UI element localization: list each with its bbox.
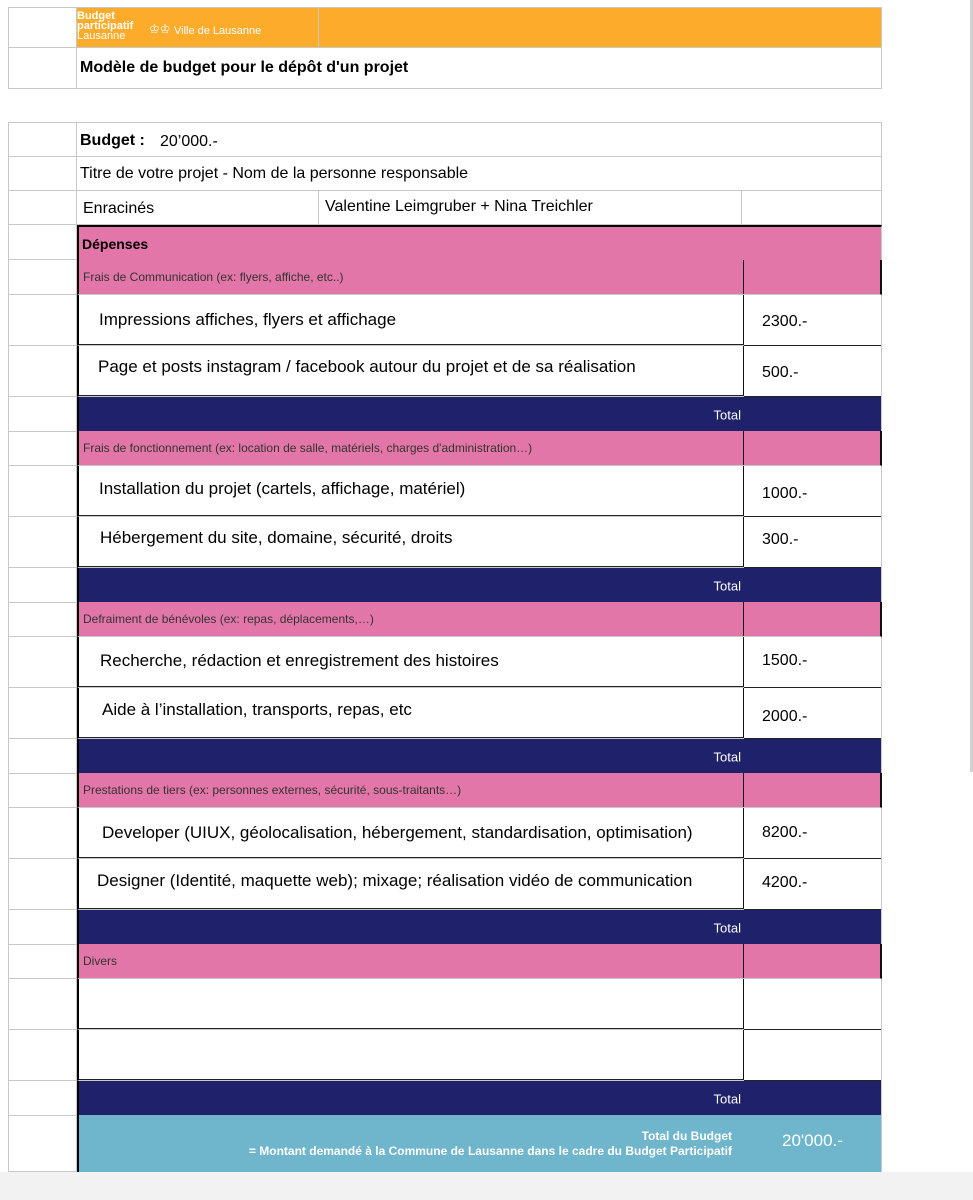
- section-total-amount-cell[interactable]: [744, 739, 881, 774]
- section-header-label: Divers: [83, 954, 118, 968]
- line-item-amount: 300.-: [762, 531, 799, 548]
- section-total-amount-cell[interactable]: [744, 1081, 881, 1116]
- section-header-amount-cell: [744, 773, 880, 807]
- line-item-amount: 2000.-: [762, 708, 808, 725]
- section-header-amount-cell: [744, 431, 880, 465]
- section-total-row: [8, 397, 882, 432]
- budget-row: [8, 122, 882, 157]
- line-item-label: Aide à l’installation, transports, repas, etc: [102, 699, 412, 719]
- section-total-label: Total: [713, 1091, 741, 1106]
- line-item-amount-cell[interactable]: [744, 808, 881, 859]
- line-item-label: Installation du projet (cartels, affichage, matériel): [99, 478, 466, 498]
- line-item-label-cell[interactable]: [79, 466, 744, 516]
- line-item-label-cell[interactable]: [79, 295, 744, 345]
- row-index-cell: [8, 979, 77, 1030]
- line-item-amount: 2300.-: [762, 313, 808, 330]
- grand-total-cell: [77, 1115, 882, 1172]
- line-item-row: [8, 637, 882, 688]
- line-item-amount: 8200.-: [762, 824, 808, 841]
- row-index-cell: [8, 602, 77, 637]
- section-total-label: Total: [713, 578, 741, 593]
- section-total: [77, 739, 882, 774]
- row-index-cell: [8, 1081, 77, 1116]
- line-item-amount: 1000.-: [762, 485, 808, 502]
- row-index-cell: [8, 122, 77, 157]
- line-item-label-cell[interactable]: [79, 688, 744, 738]
- line-item: [77, 295, 882, 346]
- document-title: Modèle de budget pour le dépôt d'un projet: [80, 59, 409, 76]
- section-header-label: Defraiment de bénévoles (ex: repas, déplacements,…): [83, 612, 374, 626]
- section-header-amount-cell: [744, 260, 880, 294]
- project-responsables: Valentine Leimgruber + Nina Treichler: [325, 198, 593, 215]
- section-header-amount-cell: [744, 602, 880, 636]
- section-header-label: Frais de Communication (ex: flyers, affiche, etc..): [83, 270, 344, 284]
- line-item-amount-cell[interactable]: [744, 979, 881, 1030]
- title-row: [8, 48, 882, 89]
- section-total-label-cell: [79, 739, 744, 774]
- row-index-cell: [8, 431, 77, 466]
- line-item-label: Impressions affiches, flyers et affichage: [99, 309, 397, 329]
- line-item-amount-cell[interactable]: [744, 637, 881, 688]
- grand-total-amount: 20'000.-: [782, 1131, 843, 1150]
- budget-participatif-logo: Budget participatif Lausanne: [77, 10, 134, 42]
- row-index-cell: [8, 739, 77, 774]
- grand-total-line1: Total du Budget: [641, 1129, 732, 1143]
- section-header-label-cell: [79, 431, 744, 465]
- row-index-cell: [8, 466, 77, 517]
- section-total-amount-cell[interactable]: [744, 397, 881, 432]
- section-total-amount-cell[interactable]: [744, 568, 881, 603]
- line-item-amount-cell[interactable]: [744, 1030, 881, 1081]
- section-total: [77, 1081, 882, 1116]
- line-item-row: [8, 346, 882, 397]
- header-logo-row: [8, 7, 882, 48]
- section-total-label-cell: [79, 910, 744, 945]
- depenses-cell: [77, 225, 882, 260]
- project-title-cells: [77, 191, 882, 225]
- line-item: [77, 466, 882, 517]
- depenses-row: [8, 225, 882, 260]
- row-index-cell: [8, 568, 77, 603]
- line-item-amount: 500.-: [762, 364, 799, 381]
- depenses-label: Dépenses: [82, 236, 149, 252]
- line-item-amount-cell[interactable]: [744, 688, 881, 739]
- line-item-row: [8, 859, 882, 910]
- section-total-label: Total: [713, 920, 741, 935]
- line-item-row: [8, 688, 882, 739]
- line-item-row: [8, 979, 882, 1030]
- line-item-label-cell[interactable]: [79, 346, 744, 396]
- budget-amount: 20’000.-: [160, 133, 218, 150]
- section-total-label-cell: [79, 1081, 744, 1116]
- row-index-cell: [8, 1115, 77, 1172]
- project-responsables-cell: [319, 191, 742, 224]
- section-header-label-cell: [79, 773, 744, 807]
- line-item-amount: 4200.-: [762, 874, 808, 891]
- section-total: [77, 568, 882, 603]
- section-total-label: Total: [713, 407, 741, 422]
- section-total-label: Total: [713, 749, 741, 764]
- line-item: [77, 346, 882, 397]
- row-index-cell: [8, 859, 77, 910]
- section-header-label-cell: [79, 602, 744, 636]
- row-index-cell: [8, 225, 77, 260]
- section-header-label: Prestations de tiers (ex: personnes externes, sécurité, sous-traitants…): [83, 783, 462, 797]
- section-header-row: [8, 260, 882, 295]
- line-item-amount: 1500.-: [762, 652, 808, 669]
- line-item-label-cell[interactable]: [79, 517, 744, 567]
- section-header-row: [8, 944, 882, 979]
- project-label-cell: [77, 157, 882, 191]
- line-item-amount-cell[interactable]: [744, 466, 881, 517]
- section-total-amount-cell[interactable]: [744, 910, 881, 945]
- project-title-cell: [77, 191, 319, 224]
- section-header: [77, 260, 882, 295]
- section-total-row: [8, 1081, 882, 1116]
- section-header-label-cell: [79, 944, 744, 978]
- line-item-amount-cell[interactable]: [744, 517, 881, 568]
- row-index-cell: [8, 773, 77, 808]
- grand-total-line2: = Montant demandé à la Commune de Lausanne dans le cadre du Budget Participatif: [248, 1144, 732, 1158]
- section-total-label-cell: [79, 568, 744, 603]
- line-item-label-cell[interactable]: [79, 979, 744, 1029]
- logo-cell: [77, 8, 319, 47]
- section-header: [77, 944, 882, 979]
- line-item-label-cell[interactable]: [79, 637, 744, 687]
- section-header-label-cell: [79, 260, 744, 294]
- section-total-label-cell: [79, 397, 744, 432]
- city-name: Ville de Lausanne: [174, 25, 262, 37]
- line-item-label: Designer (Identité, maquette web); mixage; réalisation vidéo de communication: [97, 870, 693, 890]
- row-index-cell: [8, 346, 77, 397]
- line-item-label-cell[interactable]: [79, 808, 744, 858]
- line-item-row: [8, 295, 882, 346]
- line-item-row: [8, 466, 882, 517]
- row-index-cell: [8, 260, 77, 295]
- line-item: [77, 979, 882, 1030]
- logo-bar: [77, 7, 882, 48]
- section-header: [77, 431, 882, 466]
- line-item-label-cell[interactable]: [79, 859, 744, 909]
- project-label-row: [8, 157, 882, 191]
- row-index-cell: [8, 157, 77, 191]
- section-header: [77, 773, 882, 808]
- line-item-label: Developer (UIUX, géolocalisation, hébergement, standardisation, optimisation): [102, 822, 693, 842]
- line-item-row: [8, 1030, 882, 1081]
- grand-total-label-cell: [79, 1115, 744, 1172]
- budget-cell: [77, 122, 882, 157]
- line-item: [77, 637, 882, 688]
- row-index-cell: [8, 688, 77, 739]
- row-index-cell: [8, 910, 77, 945]
- line-item: [77, 1030, 882, 1081]
- row-index-cell: [8, 944, 77, 979]
- title-cell: [77, 48, 882, 89]
- section-total-row: [8, 568, 882, 603]
- row-index-cell: [8, 48, 77, 89]
- row-index-cell: [8, 295, 77, 346]
- line-item-amount-cell[interactable]: [744, 295, 881, 346]
- section-total-row: [8, 739, 882, 774]
- section-total-row: [8, 910, 882, 945]
- line-item: [77, 517, 882, 568]
- line-item: [77, 808, 882, 859]
- line-item-row: [8, 517, 882, 568]
- line-item-row: [8, 808, 882, 859]
- row-index-cell: [8, 637, 77, 688]
- section-header-amount-cell: [744, 944, 880, 978]
- section-total: [77, 397, 882, 432]
- row-index-cell: [8, 191, 77, 225]
- line-item-amount-cell[interactable]: [744, 346, 881, 397]
- section-total: [77, 910, 882, 945]
- section-header-row: [8, 773, 882, 808]
- line-item: [77, 859, 882, 910]
- line-item: [77, 688, 882, 739]
- grand-total-label: [249, 1129, 732, 1159]
- line-item-label: Page et posts instagram / facebook autour du projet et de sa réalisation: [98, 356, 636, 376]
- grand-total-row: [8, 1115, 882, 1172]
- section-header: [77, 602, 882, 637]
- city-crest-icon: ♔♔: [149, 22, 171, 36]
- row-index-cell: [8, 517, 77, 568]
- line-item-amount-cell[interactable]: [744, 859, 881, 910]
- row-index-cell: [8, 808, 77, 859]
- section-header-row: [8, 431, 882, 466]
- row-index-cell: [8, 1030, 77, 1081]
- budget-label: Budget :: [80, 132, 145, 149]
- line-item-label: Hébergement du site, domaine, sécurité, droits: [100, 527, 453, 547]
- project-title: Enracinés: [83, 200, 155, 217]
- project-label: Titre de votre projet - Nom de la personne responsable: [80, 165, 469, 182]
- section-header-row: [8, 602, 882, 637]
- line-item-label: Recherche, rédaction et enregistrement des histoires: [100, 650, 499, 670]
- row-index-cell: [8, 397, 77, 432]
- line-item-label-cell[interactable]: [79, 1030, 744, 1080]
- row-index-cell: [8, 7, 77, 48]
- project-title-row: [8, 191, 882, 225]
- section-header-label: Frais de fonctionnement (ex: location de salle, matériels, charges d'administration…): [83, 441, 533, 455]
